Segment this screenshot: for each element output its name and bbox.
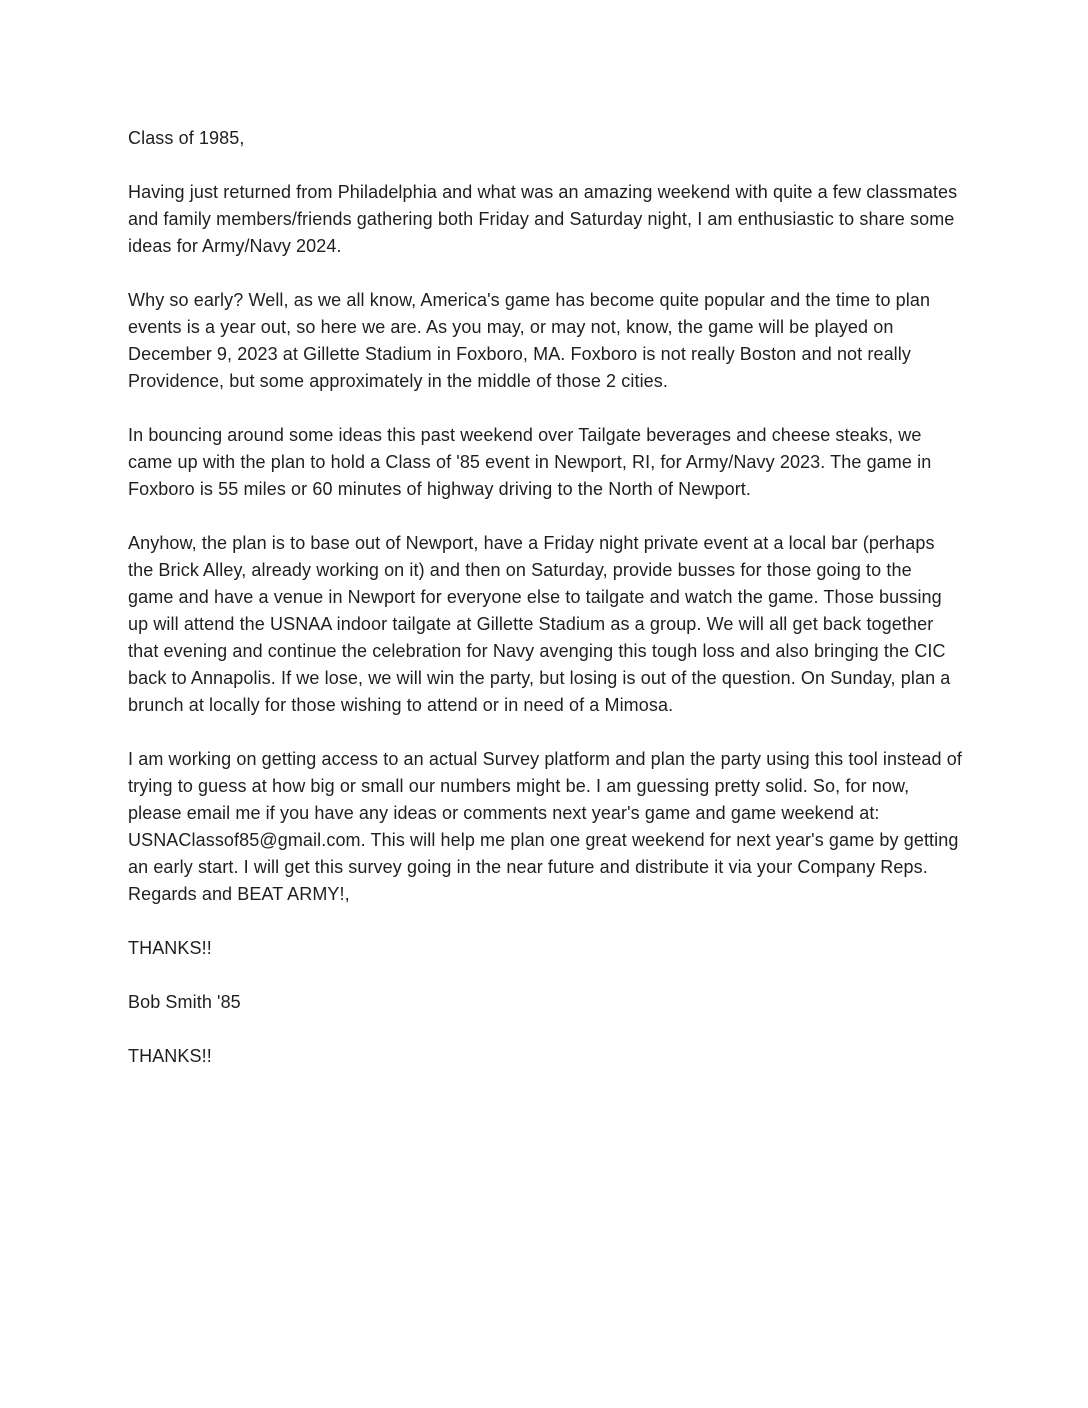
closing-thanks: THANKS!! xyxy=(128,938,212,958)
signature: Bob Smith '85 xyxy=(128,992,241,1012)
letter-body xyxy=(128,125,968,1070)
paragraph-why-so-early: Why so early? Well, as we all know, America's game has become quite popular and the time to plan events is a year out, so here we are. As you may, or may not, know, the game will be played on December 9, 2023 at Gillette Stadium in Foxboro, MA. Foxboro is not really Boston and not really Providence, but some approximately in the middle of those 2 cities. xyxy=(128,290,936,391)
paragraph-survey: I am working on getting access to an actual Survey platform and plan the party using this tool instead of trying to guess at how big or small our numbers might be. I am guessing pretty solid. So, for now, please email me if you have any ideas or comments next year's game and game weekend at: USNAClassof85@gmail.com. This will help me plan one great weekend for next year's game by getting an early start. I will get this survey going in the near future and distribute it via your Company Reps. Regards and BEAT ARMY!, xyxy=(128,749,968,904)
postscript-thanks: THANKS!! xyxy=(128,1046,212,1066)
salutation: Class of 1985, xyxy=(128,128,245,148)
paragraph-intro: Having just returned from Philadelphia and what was an amazing weekend with quite a few classmates and family members/friends gathering both Friday and Saturday night, I am enthusiastic to share some ideas for Army/Navy 2024. xyxy=(128,182,963,256)
paragraph-newport-plan: In bouncing around some ideas this past weekend over Tailgate beverages and cheese steaks, we came up with the plan to hold a Class of '85 event in Newport, RI, for Army/Navy 2023. The game in Foxboro is 55 miles or 60 minutes of highway driving to the North of Newport. xyxy=(128,425,937,499)
paragraph-event-details: Anyhow, the plan is to base out of Newport, have a Friday night private event at a local bar (perhaps the Brick Alley, already working on it) and then on Saturday, provide busses for those going to the game and have a venue in Newport for everyone else to tailgate and watch the game. Those bussing up will attend the USNAA indoor tailgate at Gillette Stadium as a group. We will all get back together that evening and continue the celebration for Navy avenging this tough loss and also bringing the CIC back to Annapolis. If we lose, we will win the party, but losing is out of the question. On Sunday, plan a brunch at locally for those wishing to attend or in need of a Mimosa. xyxy=(128,533,956,715)
